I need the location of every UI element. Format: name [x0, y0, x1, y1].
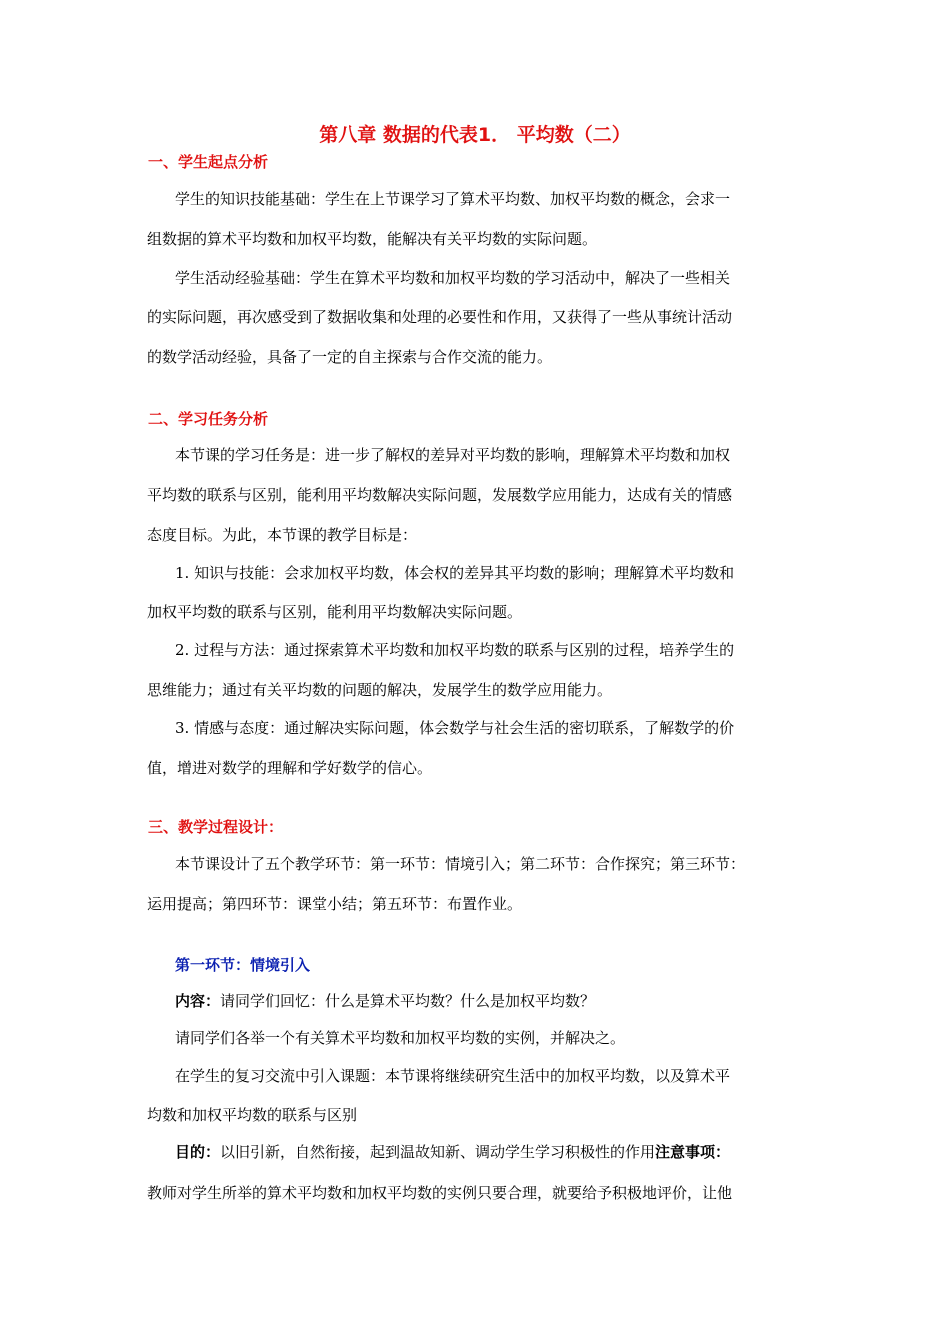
- section2-heading: 二、学习任务分析: [148, 410, 269, 428]
- section3-p1-line2: 运用提高；第四环节：课堂小结；第五环节：布置作业。: [147, 895, 523, 913]
- stage1-content: [175, 991, 595, 1011]
- note-label: 注意事项：: [655, 1143, 731, 1161]
- section1-p2-line1: 学生活动经验基础：学生在算术平均数和加权平均数的学习活动中，解决了一些相关: [175, 269, 731, 287]
- section1-p2-line2: 的实际问题，再次感受到了数据收集和处理的必要性和作用，又获得了一些从事统计活动: [147, 308, 733, 326]
- goal2-line1: 2. 过程与方法：通过探索算术平均数和加权平均数的联系与区别的过程，培养学生的: [175, 641, 735, 659]
- stage1-purpose: [175, 1142, 730, 1162]
- content-text: 请同学们回忆：什么是算术平均数？什么是加权平均数？: [220, 992, 596, 1010]
- stage1-heading: 第一环节：情境引入: [175, 956, 311, 974]
- goal1-line2: 加权平均数的联系与区别，能利用平均数解决实际问题。: [147, 603, 523, 621]
- section2-p1-line1: 本节课的学习任务是：进一步了解权的差异对平均数的影响，理解算术平均数和加权: [175, 446, 731, 464]
- section1-p1-line1: 学生的知识技能基础：学生在上节课学习了算术平均数、加权平均数的概念，会求一: [175, 190, 731, 208]
- goal2-line2: 思维能力；通过有关平均数的问题的解决，发展学生的数学应用能力。: [147, 681, 613, 699]
- goal3-line2: 值，增进对数学的理解和学好数学的信心。: [147, 759, 433, 777]
- page-title: 第八章 数据的代表1． 平均数（二）: [319, 124, 631, 146]
- goal1-line1: 1. 知识与技能：会求加权平均数，体会权的差异其平均数的影响；理解算术平均数和: [175, 564, 735, 582]
- section3-p1-line1: 本节课设计了五个教学环节：第一环节：情境引入；第二环节：合作探究；第三环节：: [175, 855, 746, 873]
- section2-p1-line2: 平均数的联系与区别，能利用平均数解决实际问题，发展数学应用能力，达成有关的情感: [147, 486, 733, 504]
- stage1-line6: 教师对学生所举的算术平均数和加权平均数的实例只要合理，就要给予积极地评价，让他: [147, 1184, 733, 1202]
- section1-heading: 一、学生起点分析: [148, 153, 269, 171]
- section1-p2-line3: 的数学活动经验，具备了一定的自主探索与合作交流的能力。: [147, 348, 553, 366]
- section1-p1-line2: 组数据的算术平均数和加权平均数，能解决有关平均数的实际问题。: [147, 230, 598, 248]
- stage1-line3: 在学生的复习交流中引入课题：本节课将继续研究生活中的加权平均数，以及算术平: [175, 1067, 731, 1085]
- purpose-text: 以旧引新，自然衔接，起到温故知新、调动学生学习积极性的作用: [220, 1143, 656, 1161]
- content-label: 内容：: [175, 992, 221, 1010]
- section2-p1-line3: 态度目标。为此，本节课的教学目标是：: [147, 526, 418, 544]
- stage1-line2: 请同学们各举一个有关算术平均数和加权平均数的实例，并解决之。: [175, 1029, 626, 1047]
- purpose-label: 目的：: [175, 1143, 221, 1161]
- stage1-line4: 均数和加权平均数的联系与区别: [147, 1106, 358, 1124]
- goal3-line1: 3. 情感与态度：通过解决实际问题，体会数学与社会生活的密切联系，了解数学的价: [175, 719, 735, 737]
- section3-heading: 三、教学过程设计：: [148, 818, 284, 836]
